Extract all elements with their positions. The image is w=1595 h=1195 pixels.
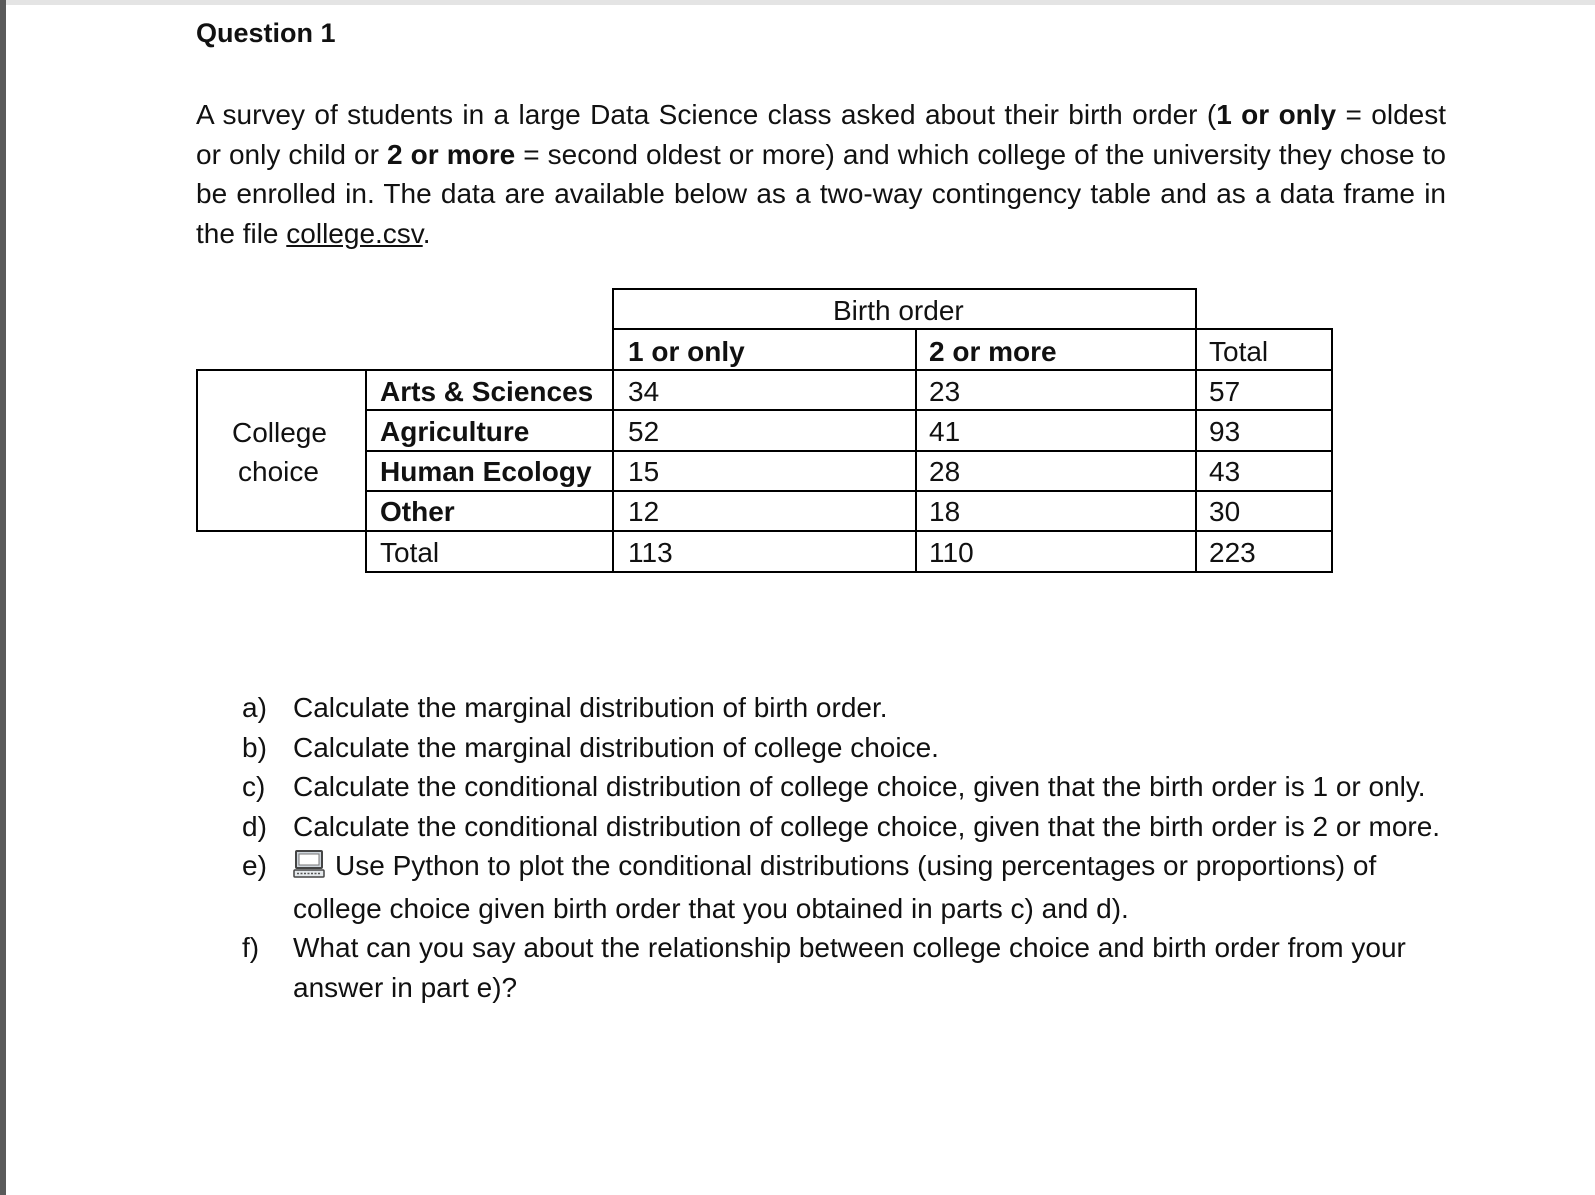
table-cell: 41 — [929, 416, 961, 447]
list-item — [242, 928, 1452, 1007]
table-cell: 223 — [1209, 537, 1256, 568]
top-window-edge — [6, 0, 1595, 5]
row-label-arts-sciences: Arts & Sciences — [380, 376, 594, 407]
table-line — [365, 369, 367, 573]
table-line — [1195, 288, 1197, 573]
table-line — [915, 328, 917, 573]
table-cell: 30 — [1209, 496, 1241, 527]
row-label-human-ecology: Human Ecology — [380, 456, 592, 487]
table-cell: 28 — [929, 456, 961, 487]
list-item — [242, 807, 1452, 847]
part-letter: b) — [242, 731, 267, 763]
part-text: Calculate the conditional distribution of college choice, given that the birth order is 2 or more. — [293, 810, 1441, 842]
table-line — [366, 409, 1333, 411]
table-cell: 23 — [929, 376, 961, 407]
part-letter: c) — [242, 771, 266, 802]
table-cell: 113 — [628, 537, 673, 568]
part-text: Calculate the conditional distribution of college choice, given that the birth order is 1 or only. — [293, 771, 1426, 802]
col-header-1-or-only: 1 or only — [628, 336, 745, 367]
table-cell: 15 — [628, 456, 660, 487]
csv-file-link[interactable]: college.csv — [286, 217, 423, 249]
row-label-agriculture: Agriculture — [380, 416, 530, 447]
table-cell: 43 — [1209, 456, 1241, 487]
intro-text-2: = oldest or only child or — [196, 99, 1446, 170]
question-parts-list — [242, 688, 1452, 1007]
row-label-other: Other — [380, 496, 455, 527]
list-item — [242, 688, 1452, 728]
table-line — [612, 288, 614, 573]
college-choice-label-line1: College — [232, 417, 327, 448]
table-line — [196, 369, 198, 532]
intro-bold-2: 2 or more — [387, 138, 516, 170]
list-item — [242, 767, 1452, 807]
table-line — [366, 450, 1333, 452]
table-line — [366, 571, 1333, 573]
list-item — [242, 846, 1452, 928]
part-text: What can you say about the relationship between college choice and birth order from your answer in part e)? — [293, 932, 1406, 1003]
col-header-total: Total — [1209, 336, 1269, 367]
intro-text-3: = second oldest or more) and which college of the university they chose to be enrolled in. The data are available below as a two-way contingency table and as a data frame in the file — [196, 138, 1446, 249]
table-line — [612, 328, 1333, 330]
table-line — [366, 490, 1333, 492]
college-choice-label-line2: choice — [238, 456, 319, 487]
part-text: Calculate the marginal distribution of college choice. — [293, 731, 939, 763]
table-cell: 57 — [1209, 376, 1241, 407]
birth-order-header: Birth order — [833, 295, 964, 326]
table-line — [612, 288, 1197, 290]
left-window-edge — [0, 0, 6, 1195]
table-cell: 93 — [1209, 416, 1241, 447]
list-item — [242, 728, 1452, 768]
col-header-2-or-more: 2 or more — [929, 336, 1057, 367]
table-line — [1331, 328, 1333, 573]
intro-text-4: . — [422, 217, 431, 249]
table-cell: 12 — [628, 496, 660, 527]
part-letter: e) — [242, 850, 267, 881]
table-cell: 18 — [929, 496, 961, 527]
table-cell: 110 — [929, 537, 974, 568]
intro-bold-1: 1 or only — [1216, 99, 1337, 130]
table-cell: 52 — [628, 416, 660, 447]
part-letter: d) — [242, 810, 267, 842]
question-title: Question 1 — [196, 18, 336, 48]
intro-text-1: A survey of students in a large Data Science class asked about their birth order ( — [196, 99, 1217, 130]
part-text: Use Python to plot the conditional distributions (using percentages or proportions) of college choice given birth order that you obtained in parts c) and d). — [293, 850, 1377, 924]
row-label-total: Total — [380, 537, 440, 568]
table-cell: 34 — [628, 376, 660, 407]
part-letter: a) — [242, 692, 267, 723]
part-letter: f) — [242, 932, 260, 963]
part-text: Calculate the marginal distribution of birth order. — [293, 692, 888, 723]
computer-icon — [293, 849, 325, 889]
intro-paragraph — [196, 95, 1446, 253]
